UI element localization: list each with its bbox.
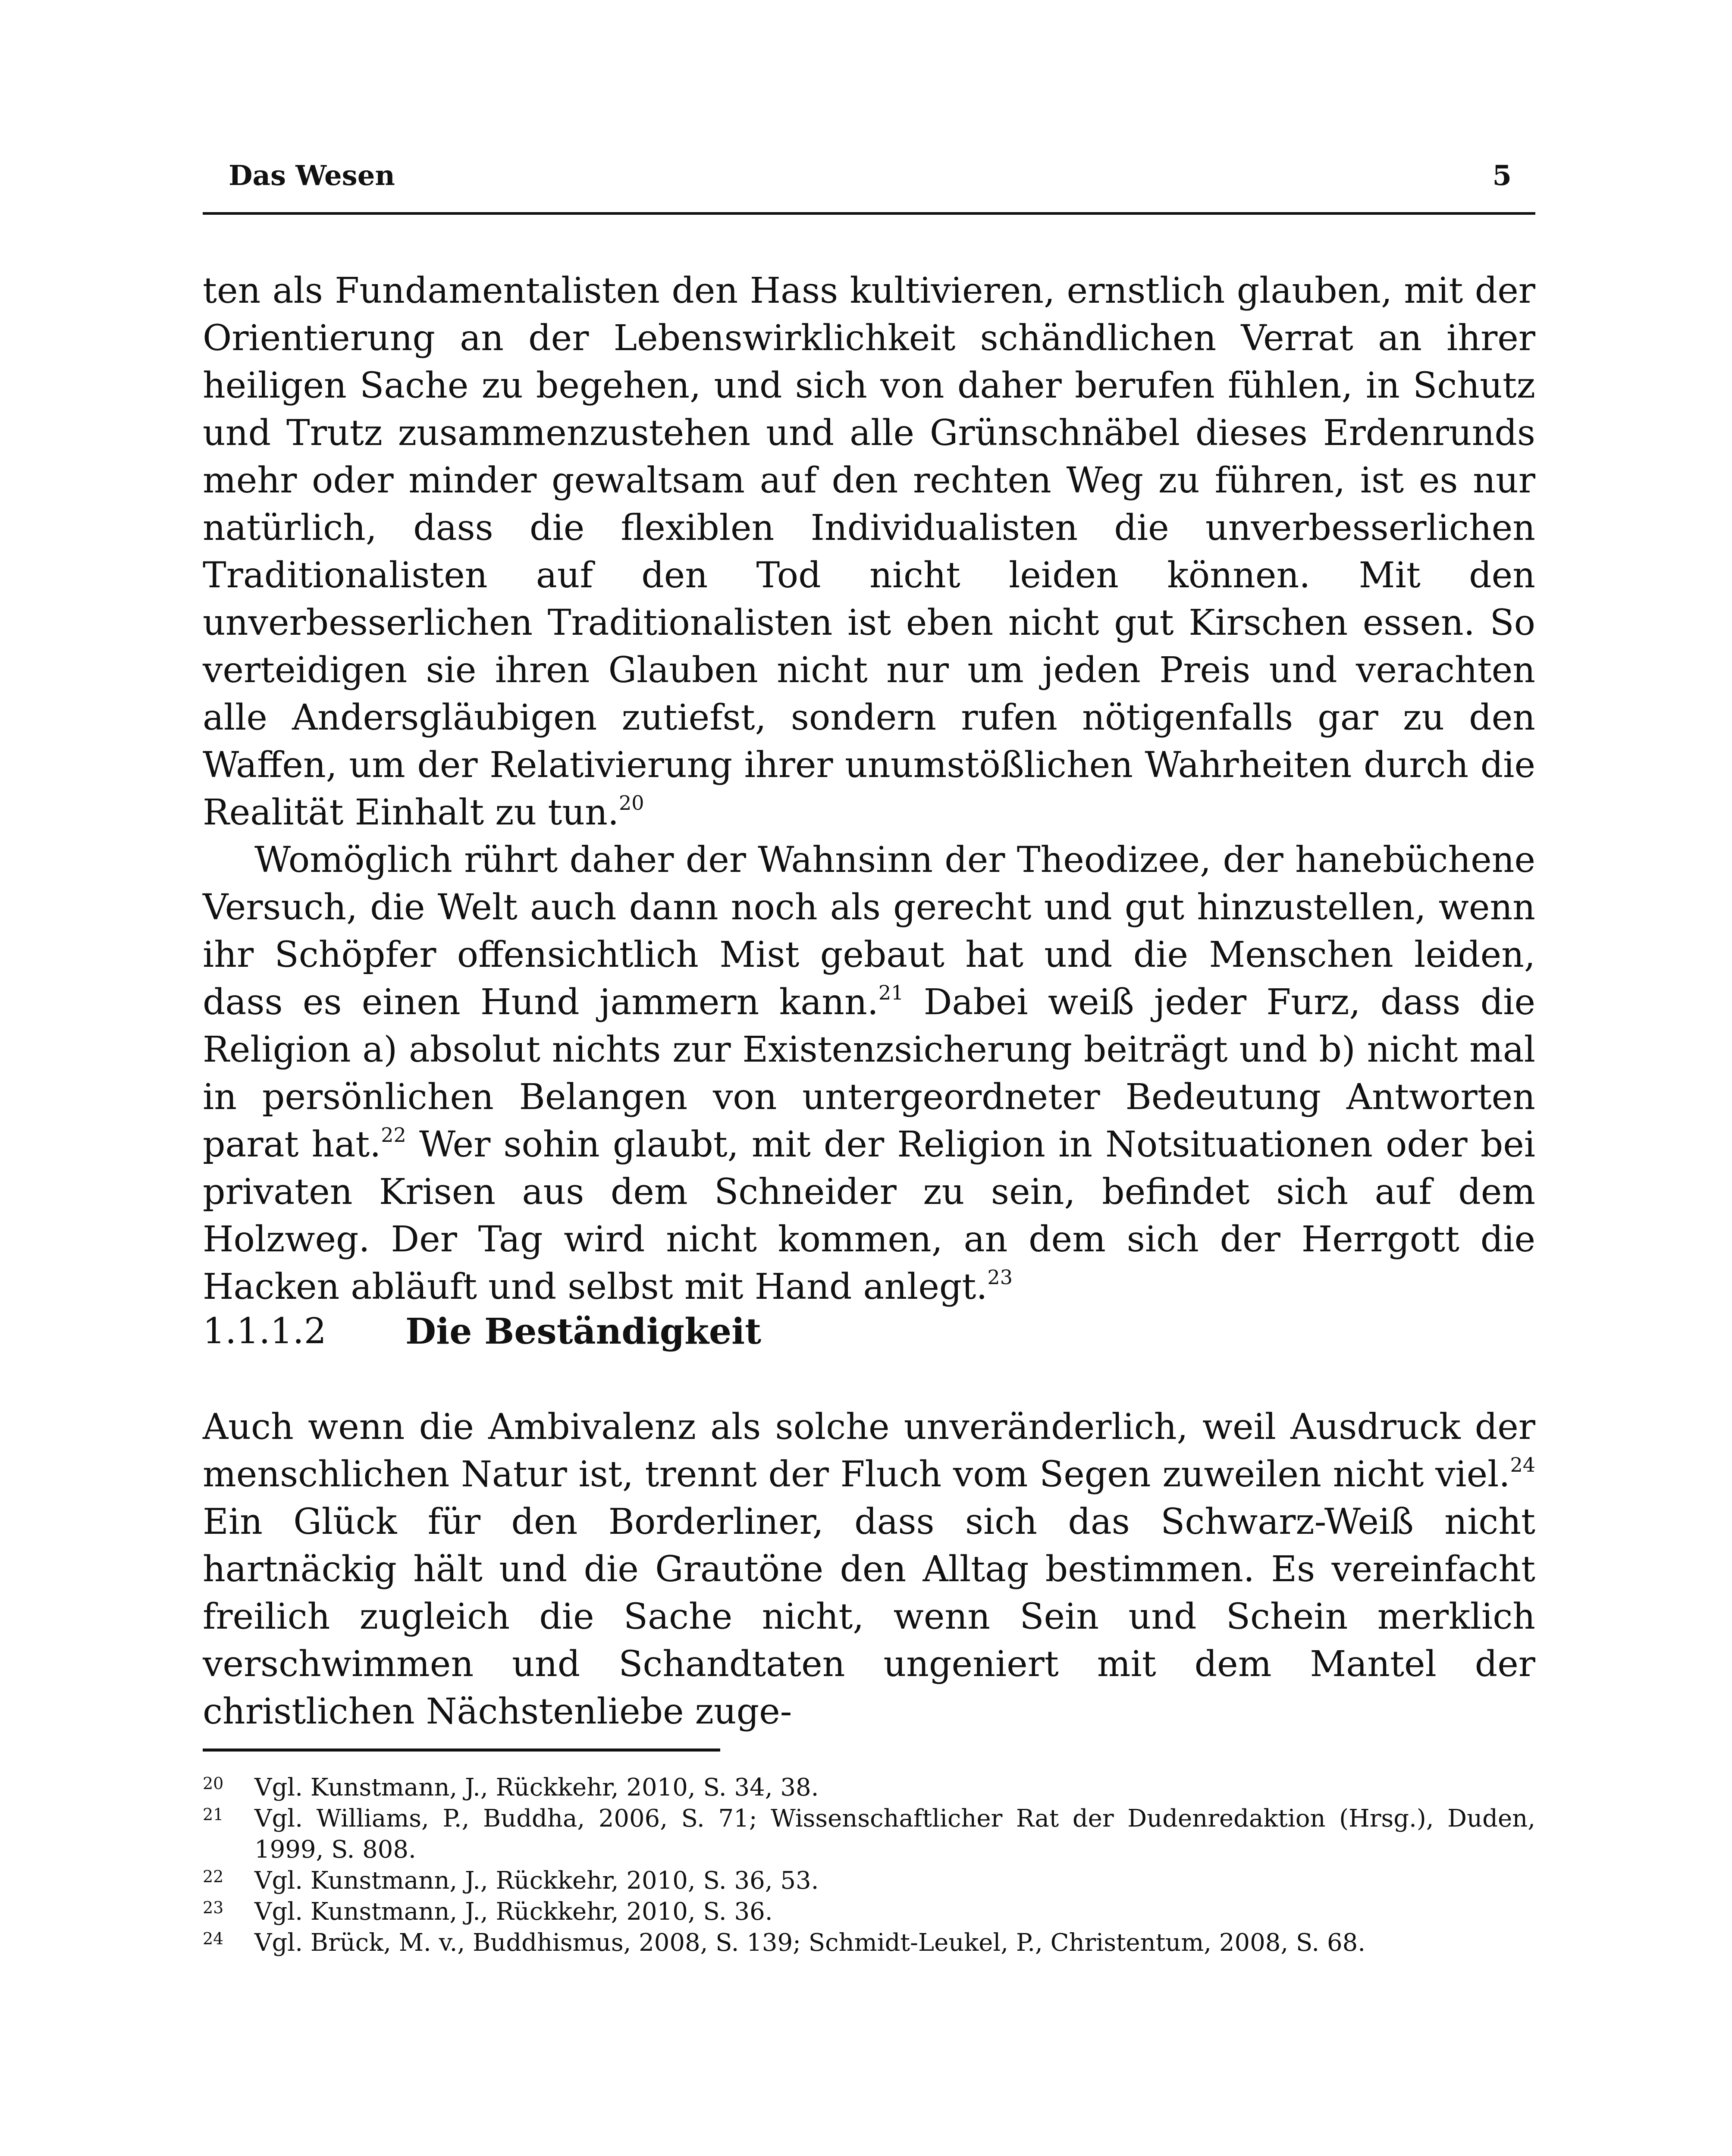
header-rule (203, 212, 1535, 215)
footnote-number: 21 (203, 1805, 224, 1824)
header-title: Das Wesen (229, 160, 395, 192)
footnote-item (203, 1803, 1535, 1865)
footnote-ref-22[interactable]: 22 (381, 1123, 406, 1147)
footnote-text: Vgl. Brück, M. v., Buddhismus, 2008, S. 139; Schmidt-Leukel, P., Christentum, 2008, S. 68. (254, 1929, 1366, 1957)
footnote-number: 24 (203, 1929, 224, 1948)
footnote-text: Vgl. Kunstmann, J., Rückkehr, 2010, S. 36. (254, 1898, 773, 1926)
paragraph-2-text-c: Wer sohin glaubt, mit der Religion in Notsituationen oder bei privaten Krisen aus dem Schneider zu sein, befindet sich auf dem Holzweg. Der Tag wird nicht kommen, an dem sich der Herrgott die Hacken abläuft und selbst mit Hand anlegt. (203, 1124, 1535, 1307)
paragraph-2-text-a: Womöglich rührt daher der Wahnsinn der Theodizee, der hanebüchene Versuch, die Welt auch dann noch als gerecht und gut hinzustellen, wenn ihr Schöpfer offensichtlich Mist gebaut hat und die Menschen leiden, dass es einen Hund jammern kann. (203, 840, 1535, 1023)
paragraph-3 (203, 1404, 1535, 1736)
footnote-number: 22 (203, 1867, 224, 1886)
paragraph-2-text-b: Dabei weiß jeder Furz, dass die Religion a) absolut nichts zur Existenzsicherung beiträgt und b) nicht mal in persönlichen Belangen von untergeordneter Bedeutung Antworten parat hat. (203, 982, 1535, 1165)
footnote-item (203, 1865, 1535, 1896)
footnotes (203, 1772, 1535, 1959)
running-header (203, 160, 1535, 211)
footnote-text: Vgl. Kunstmann, J., Rückkehr, 2010, S. 34, 38. (254, 1774, 819, 1802)
footnote-number: 20 (203, 1774, 224, 1793)
section-heading (203, 1311, 1535, 1358)
footnote-separator (203, 1749, 720, 1752)
paragraph-1 (203, 267, 1535, 837)
footnote-ref-23[interactable]: 23 (987, 1265, 1013, 1289)
body-text (203, 267, 1535, 1311)
paragraph-3-text-a: Auch wenn die Ambivalenz als solche unveränderlich, weil Ausdruck der menschlichen Natur ist, trennt der Fluch vom Segen zuweilen nicht viel. (203, 1407, 1535, 1495)
footnote-ref-20[interactable]: 20 (619, 791, 644, 815)
section-body-text (203, 1404, 1535, 1736)
footnote-item (203, 1896, 1535, 1927)
section-number: 1.1.1.2 (203, 1311, 326, 1352)
paragraph-1-text: ten als Fundamentalisten den Hass kultivieren, ernstlich glauben, mit der Orientierung an der Lebenswirklichkeit schändlichen Verrat an ihrer heiligen Sache zu begehen, und sich von daher berufen fühlen, in Schutz und Trutz zusammenzustehen und alle Grünschnäbel dieses Erdenrunds mehr oder minder gewaltsam auf den rechten Weg zu führen, ist es nur natürlich, dass die flexiblen Individualisten die unverbesserlichen Traditionalisten auf den Tod nicht leiden können. Mit den unverbesserlichen Traditionalisten ist eben nicht gut Kirschen essen. So verteidigen sie ihren Glauben nicht nur um jeden Preis und verachten alle Andersgläubigen zutiefst, sondern rufen nötigenfalls gar zu den Waffen, um der Relativierung ihrer unumstößlichen Wahrheiten durch die Realität Einhalt zu tun. (203, 270, 1535, 833)
footnote-ref-21[interactable]: 21 (878, 981, 904, 1004)
footnote-item (203, 1772, 1535, 1803)
footnote-text: Vgl. Kunstmann, J., Rückkehr, 2010, S. 36, 53. (254, 1867, 819, 1895)
paragraph-2 (203, 837, 1535, 1311)
page-number: 5 (1492, 160, 1512, 192)
footnote-text: Vgl. Williams, P., Buddha, 2006, S. 71; Wissenschaftlicher Rat der Dudenredaktion (Hrsg.), Duden, 1999, S. 808. (254, 1805, 1535, 1864)
footnote-number: 23 (203, 1898, 224, 1917)
footnote-ref-24[interactable]: 24 (1510, 1453, 1535, 1476)
section-title: Die Beständigkeit (405, 1311, 762, 1352)
paragraph-3-text-b: Ein Glück für den Borderliner, dass sich das Schwarz-Weiß nicht hartnäckig hält und die Grautöne den Alltag bestimmen. Es vereinfacht freilich zugleich die Sache nicht, wenn Sein und Schein merklich verschwimmen und Schandtaten ungeniert mit dem Mantel der christlichen Nächstenliebe zuge- (203, 1501, 1535, 1732)
footnote-item (203, 1927, 1535, 1959)
